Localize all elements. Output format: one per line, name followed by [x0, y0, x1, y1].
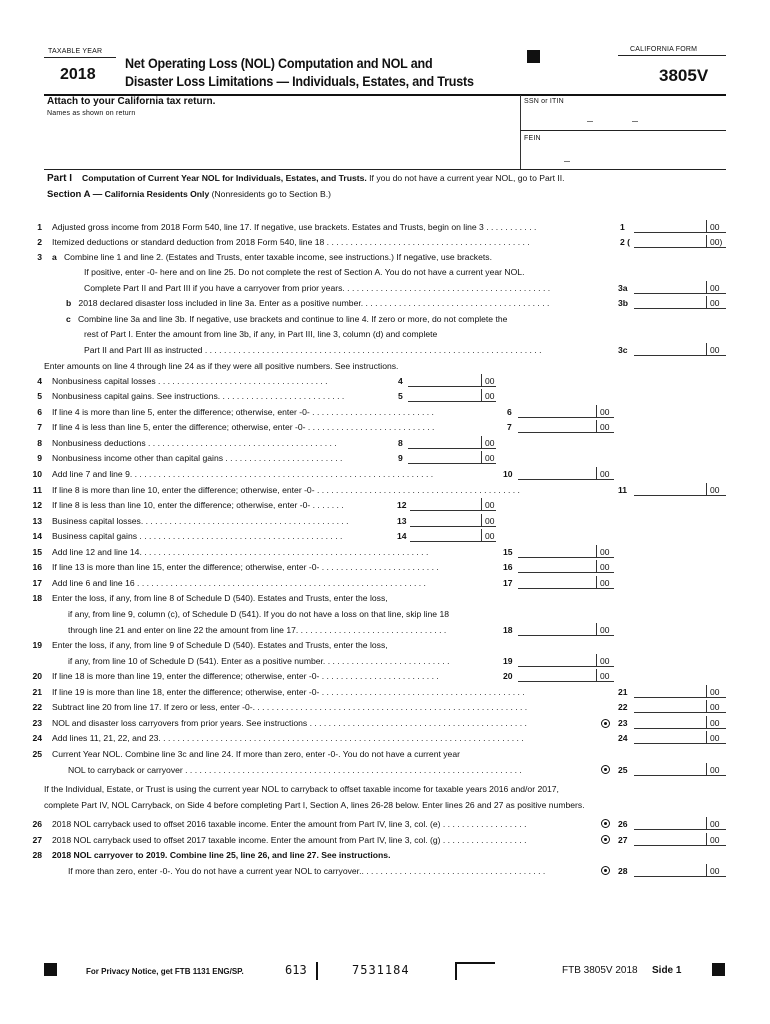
line-14-amount[interactable]	[410, 541, 496, 542]
line-6-text: If line 4 is more than line 5, enter the difference; otherwise, enter -0- . . . . . . . . . . . . . . . . . . . . . . . . . .	[52, 407, 434, 417]
line-26-target-icon	[601, 819, 610, 828]
line-22-amount[interactable]	[634, 712, 726, 713]
line-21-cents: 00	[710, 687, 720, 697]
line-1-text: Adjusted gross income from 2018 Form 540, line 17. If negative, use brackets. Estates and Trusts, begin on line 3 . . . . . . . . . . .	[52, 222, 537, 232]
line-2-divider	[706, 235, 707, 248]
carryback-note-1: If the Individual, Estate, or Trust is using the current year NOL to carryback to offset taxable income for taxable years 2016 and/or 2017,	[44, 784, 559, 794]
line-7-amount[interactable]	[518, 432, 614, 433]
line-10-text: Add line 7 and line 9. . . . . . . . . . . . . . . . . . . . . . . . . . . . . . . . . . . . . . . . . . . . . . . . . . . . . . . . . . . . . . . .	[52, 469, 434, 479]
footer-form-id: FTB 3805V 2018	[562, 965, 638, 976]
line-23-divider	[706, 716, 707, 729]
line-18-text1: Enter the loss, if any, from line 8 of Schedule D (540). Estates and Trusts, enter the loss,	[52, 593, 388, 603]
line-22-text: Subtract line 20 from line 17. If zero or less, enter -0-. . . . . . . . . . . . . . . . . . . . . . . . . . . . . . . . . . . . . . . . . . . . . . . . . . . . . . . . . .	[52, 702, 528, 712]
privacy-notice: For Privacy Notice, get FTB 1131 ENG/SP.	[86, 967, 244, 976]
line-8-text: Nonbusiness deductions . . . . . . . . . . . . . . . . . . . . . . . . . . . . . . . . . . . . . . . .	[52, 438, 337, 448]
line-21-text: If line 19 is more than line 18, enter the difference; otherwise, enter -0- . . . . . . . . . . . . . . . . . . . . . . . . . . . . . . . . . . . . . . . . . . .	[52, 687, 525, 697]
line-13-divider	[481, 514, 482, 527]
line-6-amount[interactable]	[518, 417, 614, 418]
line-17-ref: 17	[503, 578, 513, 588]
registration-mark-top	[527, 50, 540, 63]
line-8-ref: 8	[398, 438, 403, 448]
line-3a-cont2: Complete Part II and Part III if you have a carryover from prior years. . . . . . . . . . . . . . . . . . . . . . . . . . . . . . . . . . . . . . . . . . . .	[84, 283, 551, 293]
line-23-amount[interactable]	[634, 728, 726, 729]
fein-label: FEIN	[524, 135, 541, 142]
line-11-amount[interactable]	[634, 495, 726, 496]
line-27-amount[interactable]	[634, 845, 726, 846]
line-6-ref: 6	[507, 407, 512, 417]
line-3a-cents: 00	[710, 283, 720, 293]
ssn-dash-2	[632, 121, 638, 122]
line-4-ref: 4	[398, 376, 403, 386]
line-5-cents: 00	[485, 391, 495, 401]
line-19-text1: Enter the loss, if any, from line 9 of Schedule D (540). Estates and Trusts, enter the loss,	[52, 640, 388, 650]
line-18-ref: 18	[503, 625, 513, 635]
names-label: Names as shown on return	[47, 110, 136, 117]
ssn-rule	[520, 130, 726, 131]
line-17-text: Add line 6 and line 16 . . . . . . . . . . . . . . . . . . . . . . . . . . . . . . . . . . . . . . . . . . . . . . . . . . . . . . . . . . . . .	[52, 578, 426, 588]
line-19-cents: 00	[600, 656, 610, 666]
line-25-cents: 00	[710, 765, 720, 775]
part1-heading	[47, 173, 565, 184]
carryback-note-2: complete Part IV, NOL Carryback, on Side 4 before completing Part I, Section A, lines 26-28 below. Enter lines 26 and 27 as positive numbers.	[44, 800, 585, 810]
line-20-ref: 20	[503, 671, 513, 681]
line-25-cont1: NOL to carryback or carryover . . . . . . . . . . . . . . . . . . . . . . . . . . . . . . . . . . . . . . . . . . . . . . . . . . . . . . . . . . . . . . . . . . . . . . .	[68, 765, 522, 775]
line-23-target-icon	[601, 719, 610, 728]
line-3b-text: 2018 declared disaster loss included in line 3a. Enter as a positive number. . . . . . . . . . . . . . . . . . . . . . . . . . . . . . . . . . . . . . . .	[78, 298, 550, 308]
line-18-cont1: if any, from line 9, column (c), of Schedule D (541). If you do not have a loss on that line, skip line 18	[68, 609, 450, 619]
line-15-amount[interactable]	[518, 557, 614, 558]
line-11-cents: 00	[710, 485, 720, 495]
line-21-divider	[706, 685, 707, 698]
sectionA-heading	[47, 189, 331, 200]
line-8-divider	[481, 436, 482, 449]
line-13-text: Business capital losses. . . . . . . . . . . . . . . . . . . . . . . . . . . . . . . . . . . . . . . . . . . .	[52, 516, 349, 526]
line-16-ref: 16	[503, 562, 513, 572]
footer-code-2: 7531184	[352, 963, 410, 977]
footer-bracket-2	[455, 962, 457, 980]
line-24-amount[interactable]	[634, 743, 726, 744]
line-3a-ref: 3a	[618, 283, 628, 293]
form-title-line1: Net Operating Loss (NOL) Computation and NOL and	[125, 56, 433, 71]
footer-bracket-1	[316, 962, 318, 980]
line-3a-cont1: If positive, enter -0- here and on line 25. Do not complete the rest of Section A. You do not have a current year NOL.	[84, 267, 525, 277]
line-17-cents: 00	[600, 578, 610, 588]
fein-dash	[564, 161, 570, 162]
line-19-amount[interactable]	[518, 666, 614, 667]
line-28-amount[interactable]	[634, 876, 726, 877]
line-10-ref: 10	[503, 469, 513, 479]
part1-note: If you do not have a current year NOL, go to Part II.	[366, 173, 565, 183]
line-24-text: Add lines 11, 21, 22, and 23. . . . . . . . . . . . . . . . . . . . . . . . . . . . . . . . . . . . . . . . . . . . . . . . . . . . . . . . . . . . . . . . . . . . . . . . . . . . .	[52, 733, 524, 743]
line-3c: c Combine line 3a and line 3b. If negative, use brackets and continue to line 4. If zero or more, do not complete the	[66, 314, 508, 324]
line-3c-ref: 3c	[618, 345, 628, 355]
tax-year: 2018	[60, 66, 96, 83]
line-25-text1: Current Year NOL. Combine line 3c and line 24. If more than zero, enter -0-. You do not have a current year	[52, 749, 460, 759]
line-5-amount[interactable]	[408, 401, 496, 402]
line-9-ref: 9	[398, 453, 403, 463]
line-27-divider	[706, 833, 707, 846]
line-3a-divider	[706, 281, 707, 294]
line-19-cont1: if any, from line 10 of Schedule D (541). Enter as a positive number. . . . . . . . . . . . . . . . . . . . . . . . . . .	[68, 656, 450, 666]
line-12-divider	[481, 498, 482, 511]
form-number: 3805V	[659, 66, 709, 85]
line-11-ref: 11	[618, 485, 628, 495]
line-20-text: If line 18 is more than line 19, enter the difference; otherwise, enter -0- . . . . . . . . . . . . . . . . . . . . . . . . .	[52, 671, 439, 681]
line-21-amount[interactable]	[634, 697, 726, 698]
line-28-target-icon	[601, 866, 610, 875]
footer-bracket-2-top	[455, 962, 495, 964]
line-19-ref: 19	[503, 656, 513, 666]
line-4-amount[interactable]	[408, 386, 496, 387]
line-16-divider	[596, 560, 597, 573]
registration-mark-bottom-left	[44, 963, 57, 976]
line-28-cents: 00	[710, 866, 720, 876]
line-16-text: If line 13 is more than line 15, enter the difference; otherwise, enter -0- . . . . . . . . . . . . . . . . . . . . . . . . .	[52, 562, 439, 572]
line-6-divider	[596, 405, 597, 418]
line-15-cents: 00	[600, 547, 610, 557]
line-3c-cont2: Part II and Part III as instructed . . . . . . . . . . . . . . . . . . . . . . . . . . . . . . . . . . . . . . . . . . . . . . . . . . . . . . . . . . . . . . . . . . . . . . .	[84, 345, 542, 355]
line-3b-amount[interactable]	[634, 308, 726, 309]
line-28-ref: 28	[618, 866, 628, 876]
line-14-text: Business capital gains . . . . . . . . . . . . . . . . . . . . . . . . . . . . . . . . . . . . . . . . . . .	[52, 531, 343, 541]
line-26-text: 2018 NOL carryback used to offset 2016 taxable income. Enter the amount from Part IV, line 3, col. (e) . . . . . . . . . . . . . . . . . .	[52, 819, 527, 829]
line-26-cents: 00	[710, 819, 720, 829]
line-20-cents: 00	[600, 671, 610, 681]
line-1-ref: 1	[620, 222, 625, 232]
line-8-amount[interactable]	[408, 448, 496, 449]
sectionA-title: California Residents Only	[102, 189, 210, 199]
line-15-divider	[596, 545, 597, 558]
line-28-divider	[706, 864, 707, 877]
line-11-text: If line 8 is more than line 10, enter the difference; otherwise, enter -0- . . . . . . . . . . . . . . . . . . . . . . . . . . . . . . . . . . . . . . . . . . .	[52, 485, 520, 495]
sectionA-label: Section A —	[47, 189, 103, 200]
line-12-amount[interactable]	[410, 510, 496, 511]
ssn-dash-1	[587, 121, 593, 122]
header-divider	[520, 95, 521, 169]
line-24-divider	[706, 731, 707, 744]
line-5-divider	[481, 389, 482, 402]
line-13-ref: 13	[397, 516, 407, 526]
line-3a-amount[interactable]	[634, 293, 726, 294]
part1-title: Computation of Current Year NOL for Individuals, Estates, and Trusts.	[82, 173, 367, 183]
line-16-amount[interactable]	[518, 572, 614, 573]
line-18-amount[interactable]	[518, 635, 614, 636]
line-13-amount[interactable]	[410, 526, 496, 527]
line-3c-text1: Combine line 3a and line 3b. If negative, use brackets and continue to line 4. If zero or more, do not complete the	[77, 314, 508, 324]
line-24-cents: 00	[710, 733, 720, 743]
line-26-amount[interactable]	[634, 829, 726, 830]
line-3b: b 2018 declared disaster loss included in line 3a. Enter as a positive number. . . . . . . . . . . . . . . . . . . . . . . . . . . . . . . . . . . . . . . .	[66, 298, 550, 308]
line-22-ref: 22	[618, 702, 628, 712]
footer-code-1: 613	[285, 963, 307, 977]
taxable-year-label: TAXABLE YEAR	[48, 48, 103, 55]
line-9-amount[interactable]	[408, 463, 496, 464]
line-1-divider	[706, 220, 707, 233]
line-18-divider	[596, 623, 597, 636]
line-10-divider	[596, 467, 597, 480]
line-20-divider	[596, 669, 597, 682]
line-7-divider	[596, 420, 597, 433]
line-15-text: Add line 12 and line 14. . . . . . . . . . . . . . . . . . . . . . . . . . . . . . . . . . . . . . . . . . . . . . . . . . . . . . . . . . . . .	[52, 547, 429, 557]
line-23-cents: 00	[710, 718, 720, 728]
line-5-text: Nonbusiness capital gains. See instructions. . . . . . . . . . . . . . . . . . . . . . . . . . .	[52, 391, 345, 401]
line-3b-ref: 3b	[618, 298, 629, 308]
line-27-ref: 27	[618, 835, 628, 845]
registration-mark-bottom-right	[712, 963, 725, 976]
line-20-amount[interactable]	[518, 681, 614, 682]
line-25-amount[interactable]	[634, 775, 726, 776]
line-4-text: Nonbusiness capital losses . . . . . . . . . . . . . . . . . . . . . . . . . . . . . . . . . . . .	[52, 376, 328, 386]
line-3c-amount[interactable]	[634, 355, 726, 356]
line-26-divider	[706, 817, 707, 830]
line-24-ref: 24	[618, 733, 628, 743]
line-10-amount[interactable]	[518, 479, 614, 480]
line-18-cont2: through line 21 and enter on line 22 the amount from line 17. . . . . . . . . . . . . . . . . . . . . . . . . . . . . . . .	[68, 625, 447, 635]
line-27-text: 2018 NOL carryback used to offset 2017 taxable income. Enter the amount from Part IV, line 3, col. (g) . . . . . . . . . . . . . . . . . .	[52, 835, 527, 845]
line-27-target-icon	[601, 835, 610, 844]
line-3c-cents: 00	[710, 345, 720, 355]
line-28-text1: 2018 NOL carryover to 2019. Combine line 25, line 26, and line 27. See instructions.	[52, 850, 391, 860]
line-2-text: Itemized deductions or standard deduction from 2018 Form 540, line 18 . . . . . . . . . . . . . . . . . . . . . . . . . . . . . . . . . . . . . . . . . . .	[52, 237, 530, 247]
line-9-cents: 00	[485, 453, 495, 463]
line-18-cents: 00	[600, 625, 610, 635]
line-8-cents: 00	[485, 438, 495, 448]
line-14-ref: 14	[397, 531, 407, 541]
line-5-ref: 5	[398, 391, 403, 401]
line-25-divider	[706, 763, 707, 776]
header-rule-left	[44, 57, 116, 58]
line-19-divider	[596, 654, 597, 667]
line-1-amount[interactable]	[634, 232, 726, 233]
line-13-cents: 00	[485, 516, 495, 526]
line-2-amount[interactable]	[634, 247, 726, 248]
line-7-text: If line 4 is less than line 5, enter the difference; otherwise, enter -0- . . . . . . . . . . . . . . . . . . . . . . . . . . .	[52, 422, 435, 432]
line-3c-cont1: rest of Part I. Enter the amount from line 3b, if any, in Part III, line 3, column (d) and complete	[84, 329, 438, 339]
enter-amounts-note: Enter amounts on line 4 through line 24 as if they were all positive numbers. See instructions.	[44, 361, 399, 371]
line-3b-cents: 00	[710, 298, 720, 308]
line-4-cents: 00	[485, 376, 495, 386]
form-title-line2: Disaster Loss Limitations — Individuals, Estates, and Trusts	[125, 74, 474, 89]
line-10-cents: 00	[600, 469, 610, 479]
line-21-ref: 21	[618, 687, 628, 697]
line-14-divider	[481, 529, 482, 542]
line-9-divider	[481, 451, 482, 464]
sectionA-note: (Nonresidents go to Section B.)	[209, 189, 332, 199]
line-28-cont1: If more than zero, enter -0-. You do not have a current year NOL to carryover.. . . . . . . . . . . . . . . . . . . . . . . . . . . . . . . . . . . . . . .	[68, 866, 546, 876]
line-15-ref: 15	[503, 547, 513, 557]
line-23-text: NOL and disaster loss carryovers from prior years. See instructions . . . . . . . . . . . . . . . . . . . . . . . . . . . . . . . . . . . . . . . . . . . . . .	[52, 718, 527, 728]
line-2-ref: 2 (	[620, 237, 631, 247]
ssn-label: SSN or ITIN	[524, 98, 564, 105]
line-12-ref: 12	[397, 500, 407, 510]
line-22-divider	[706, 700, 707, 713]
line-25-ref: 25	[618, 765, 628, 775]
line-12-text: If line 8 is less than line 10, enter the difference; otherwise, enter -0- . . . . . . .	[52, 500, 344, 510]
line-1-cents: 00	[710, 222, 720, 232]
line-26-ref: 26	[618, 819, 628, 829]
line-4-divider	[481, 374, 482, 387]
names-rule	[44, 169, 726, 170]
line-3b-divider	[706, 296, 707, 309]
line-27-cents: 00	[710, 835, 720, 845]
footer-side: Side 1	[652, 965, 682, 976]
line-16-cents: 00	[600, 562, 610, 572]
line-7-ref: 7	[507, 422, 512, 432]
california-form-label: CALIFORNIA FORM	[630, 46, 698, 53]
line-3c-divider	[706, 343, 707, 356]
attach-instruction: Attach to your California tax return.	[47, 96, 216, 107]
header-rule-right	[618, 55, 726, 56]
line-23-ref: 23	[618, 718, 628, 728]
line-2-cents: 00)	[710, 237, 723, 247]
line-9-text: Nonbusiness income other than capital gains . . . . . . . . . . . . . . . . . . . . . . . . .	[52, 453, 343, 463]
line-17-amount[interactable]	[518, 588, 614, 589]
line-6-cents: 00	[600, 407, 610, 417]
line-3a-text1: Combine line 1 and line 2. (Estates and Trusts, enter taxable income, see instructions.) If negative, use brackets.	[63, 252, 492, 262]
line-12-cents: 00	[485, 500, 495, 510]
part1-label: Part I	[47, 173, 73, 184]
line-11-divider	[706, 483, 707, 496]
line-25-target-icon	[601, 765, 610, 774]
line-14-cents: 00	[485, 531, 495, 541]
line-22-cents: 00	[710, 702, 720, 712]
line-17-divider	[596, 576, 597, 589]
line-7-cents: 00	[600, 422, 610, 432]
